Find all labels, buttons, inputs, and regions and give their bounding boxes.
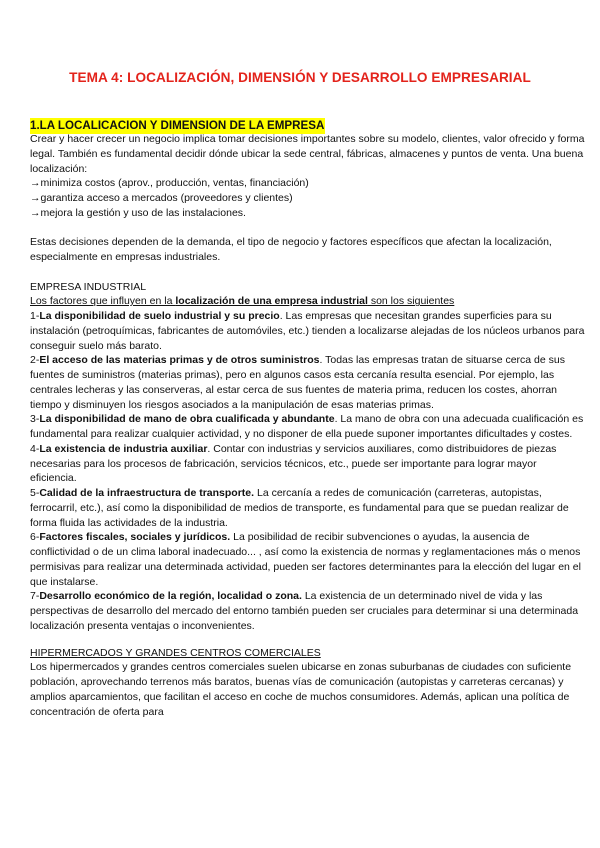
- spacer: [30, 265, 585, 280]
- factor-item: 2-El acceso de las materias primas y de otros suministros. Todas las empresas tratan de situarse cerca de sus fuentes de suministros (materias primas), pero en algunos casos esta cercanía resulta esencial. Por ejemplo, las centrales lecheras y las conserveras, al estar cerca de sus fuentes de materia prima, reducen los costes, ahorran tiempo y disminuyen los riesgos asociados a la manipulación de esas materias primas.: [30, 354, 565, 411]
- factor-item: 5-Calidad de la infraestructura de transporte. La cercanía a redes de comunicación (carreteras, autopistas, ferrocarril, etc.), así como la disponibilidad de medios de transporte, es fundamental para que se puedan realizar de forma fluida las actividades de la industria.: [30, 487, 569, 529]
- highlighted-heading: 1.LA LOCALICACION Y DIMENSION DE LA EMPRESA: [30, 119, 325, 132]
- factor-item: 4-La existencia de industria auxiliar. Contar con industrias y servicios auxiliares, como distribuidores de piezas necesarias para los procesos de fabricación, servicios técnicos, etc., puede ser importante para lograr mayor eficiencia.: [30, 442, 557, 485]
- hiper-heading: HIPERMERCADOS Y GRANDES CENTROS COMERCIALES: [30, 646, 321, 659]
- document-body: [30, 132, 585, 719]
- bullet-item: →garantiza acceso a mercados (proveedores y clientes): [30, 192, 293, 204]
- intro-paragraph: Crear y hacer crecer un negocio implica tomar decisiones importantes sobre su modelo, clientes, valor ofrecido y forma legal. También es fundamental decidir dónde ubicar la sede central, fábricas, almacenes y puntos de venta. Una buena localización:: [30, 133, 585, 175]
- industrial-heading: EMPRESA INDUSTRIAL: [30, 280, 147, 293]
- factor-item: 3-La disponibilidad de mano de obra cualificada y abundante. La mano de obra con una adecuada cualificación es fundamental para realizar cualquier actividad, y no disponer de ella puede suponer importantes dificultades y costes.: [30, 413, 584, 440]
- document-title: TEMA 4: LOCALIZACIÓN, DIMENSIÓN Y DESARROLLO EMPRESARIAL: [69, 70, 531, 85]
- factor-item: 1-La disponibilidad de suelo industrial y su precio. Las empresas que necesitan grandes superficies para su instalación (petroquímicas, fabricantes de automóviles, etc.) tienden a localizarse alejadas de los núcleos urbanos para conseguir suelo más barato.: [30, 310, 585, 352]
- factor-item: 7-Desarrollo económico de la región, localidad o zona. La existencia de un determinado nivel de vida y las perspectivas de desarrollo del mercado del entorno también pueden ser cruciales para determinar si una determinada localización presenta ventajas o inconvenientes.: [30, 590, 579, 632]
- bullet-item: →mejora la gestión y uso de las instalaciones.: [30, 206, 246, 219]
- spacer: [30, 221, 585, 236]
- bullet-item: →minimiza costos (aprov., producción, ventas, financiación): [30, 177, 309, 190]
- spacer: [30, 634, 585, 646]
- factor-item: 6-Factores fiscales, sociales y jurídicos. La posibilidad de recibir subvenciones o ayudas, la ausencia de conflictividad o de un clima laboral inadecuado... , así como la existencia de normas y reglamentaciones más o menos permisivas para realizar una determinada actividad, pueden ser factores determinantes para la elección del lugar en el que instalarse.: [30, 531, 581, 588]
- hiper-paragraph: Los hipermercados y grandes centros comerciales suelen ubicarse en zonas suburbanas de ciudades con suficiente población, aprovechando terrenos más baratos, buenas vías de comunicación (autopistas y carreteras cercanas) y amplios aparcamientos, que facilitan el acceso en coche de muchos consumidores. Además, aplican una política de concentración de oferta para: [30, 661, 572, 718]
- industrial-lead: Los factores que influyen en la localización de una empresa industrial son los siguientes: [30, 295, 455, 308]
- decisions-paragraph: Estas decisiones dependen de la demanda, el tipo de negocio y factores específicos que afectan la localización, especialmente en empresas industriales.: [30, 236, 552, 263]
